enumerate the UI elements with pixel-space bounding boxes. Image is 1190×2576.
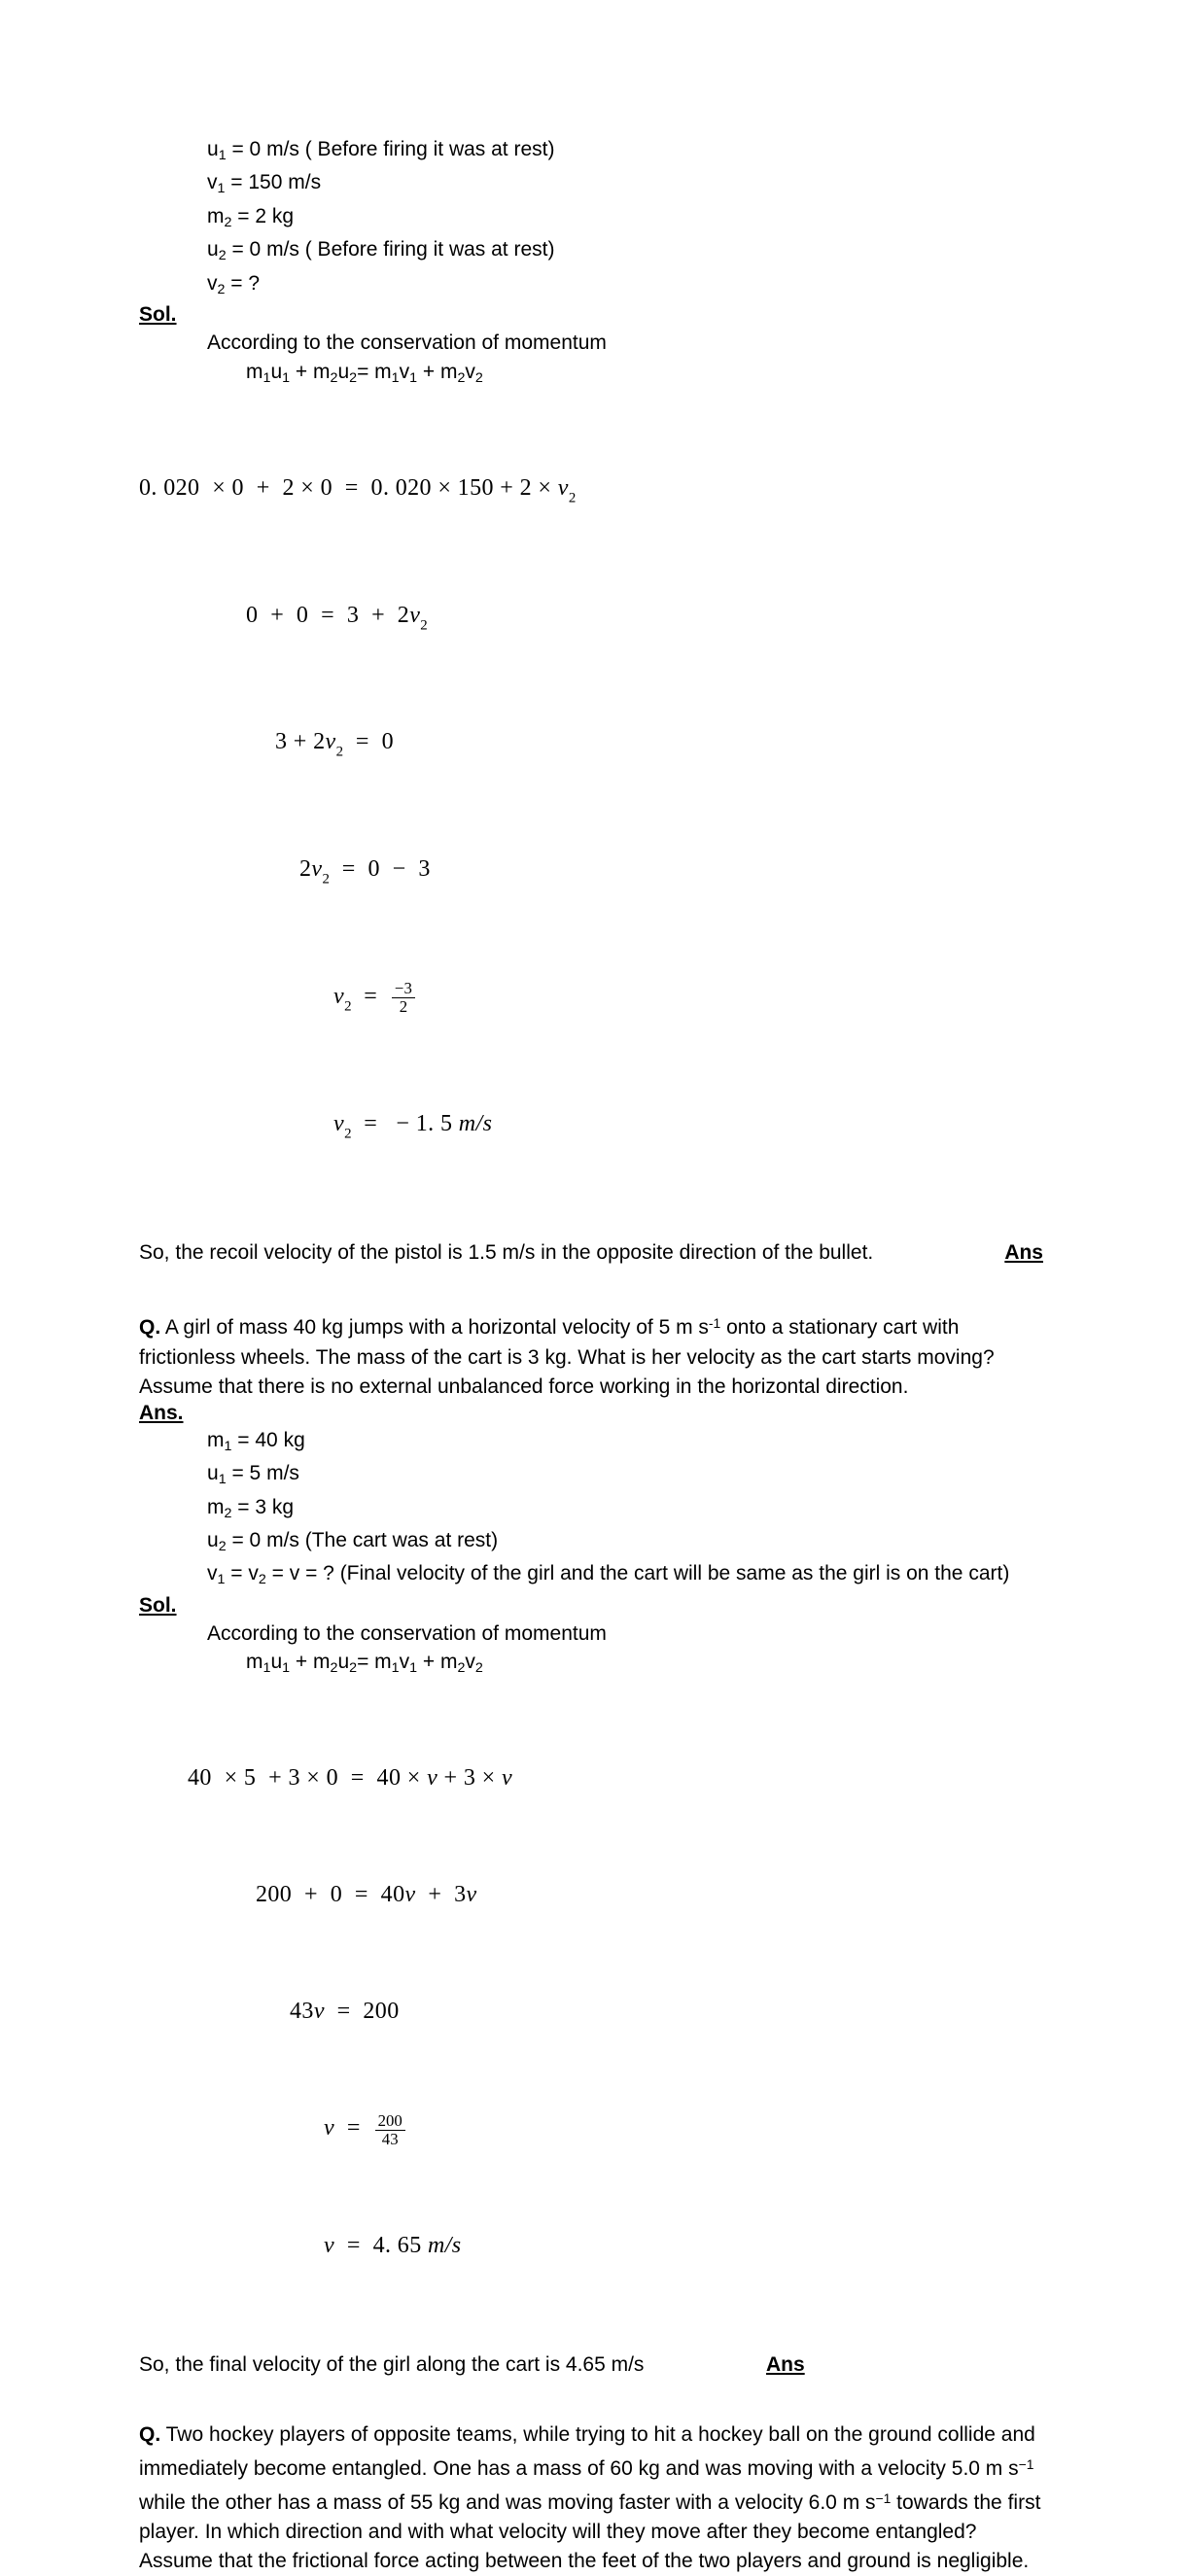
formula-equals: =	[357, 1651, 375, 1674]
given-symbol: m	[207, 204, 225, 227]
equation-line	[139, 1875, 1043, 1914]
derivation-1	[139, 391, 1043, 1231]
equation-line	[139, 596, 1043, 645]
question-superscript: -1	[708, 1315, 721, 1332]
equation-variable: v	[502, 1765, 513, 1792]
equation-text: 3 + 2	[275, 729, 326, 755]
given-value: = 150 m/s	[225, 171, 322, 194]
given-value: = 40 kg	[231, 1428, 305, 1451]
given-symbol: u	[207, 138, 219, 160]
equation-variable: v	[333, 983, 345, 1009]
equation-text: + 3 ×	[438, 1765, 503, 1792]
formula-equals: =	[357, 360, 375, 383]
equation-line	[139, 1104, 1043, 1154]
formula-sub: 1	[391, 1660, 400, 1677]
sol-label-2: Sol.	[139, 1593, 177, 1617]
equation-variable: v	[324, 2232, 335, 2258]
formula-plus: +	[290, 360, 313, 383]
equation-subscript: 2	[335, 745, 344, 761]
formula-m2: m	[313, 360, 331, 383]
given-subscript: 1	[218, 147, 227, 163]
givens-list-1	[207, 136, 1043, 303]
fraction-numerator: 200	[377, 2110, 402, 2130]
conservation-statement-2: According to the conservation of momentum	[207, 1621, 607, 1645]
given-symbol: v	[207, 1562, 218, 1585]
equation-text: 40 × 5 + 3 × 0 = 40 ×	[188, 1765, 428, 1792]
equation-variable: v	[557, 474, 569, 501]
equation-text: =	[334, 2115, 373, 2141]
question-text-part1: Two hockey players of opposite teams, while trying to hit a hockey ball on the ground collide and immediately become entangled. One has a mass of 60 kg and was moving with a velocity 5.0 m s	[139, 2422, 1035, 2481]
formula-sub: 2	[474, 369, 483, 386]
equation-line	[139, 1992, 1043, 2031]
formula-m3: m	[374, 1651, 392, 1674]
question-text-part2: onto a stationary cart with frictionless wheels. The mass of the cart is 3 kg. What is her velocity as the cart starts moving? Assume that there is no external unbalanced force working in the horizontal direction.	[139, 1316, 995, 1398]
page-content	[139, 136, 1043, 2576]
section-spacer	[139, 1268, 1043, 1308]
section-spacer	[139, 2380, 1043, 2420]
given-row	[207, 1560, 1043, 1593]
given-value: = ?	[225, 271, 261, 295]
equation-text: + 3	[415, 1882, 467, 1908]
given-symbol: v	[207, 171, 218, 194]
given-symbol: m	[207, 1428, 225, 1451]
given-symbol: u	[207, 238, 219, 261]
given-row	[207, 1527, 1043, 1560]
momentum-formula-1	[139, 360, 1043, 391]
conclusion-line-1	[139, 1238, 1043, 1268]
given-separator: =	[225, 1562, 249, 1585]
equation-line	[139, 722, 1043, 772]
formula-u2: u	[337, 1651, 350, 1674]
equation-text: 0. 020 × 0 + 2 × 0 = 0. 020 × 150 + 2 ×	[139, 474, 558, 501]
formula-v2: v	[465, 360, 475, 383]
given-value: = 0 m/s (The cart was at rest)	[226, 1529, 499, 1551]
given-symbol: m	[207, 1495, 225, 1518]
formula-plus: +	[417, 360, 440, 383]
formula-sub: 2	[349, 1660, 358, 1677]
formula-u1: u	[270, 1651, 283, 1674]
given-value: = v = ? (Final velocity of the girl and the cart will be same as the girl is on the cart)	[265, 1562, 1010, 1585]
question-superscript: −1	[875, 2490, 892, 2507]
fraction-numerator: −3	[395, 978, 412, 997]
formula-sub: 2	[457, 369, 466, 386]
formula-plus: +	[417, 1651, 440, 1674]
question-2	[139, 1308, 1043, 1401]
conservation-statement-1: According to the conservation of momentum	[207, 331, 607, 355]
given-symbol: u	[207, 1462, 219, 1485]
equation-variable: v	[325, 729, 336, 755]
formula-v1: v	[399, 1651, 410, 1674]
formula-v2: v	[465, 1651, 475, 1674]
formula-sub: 2	[457, 1660, 466, 1677]
given-subscript: 2	[218, 1538, 227, 1554]
sol-label-1: Sol.	[139, 303, 177, 327]
equation-subscript: 2	[568, 490, 577, 506]
formula-v1: v	[399, 360, 410, 383]
equation-unit: m/s	[428, 2232, 462, 2258]
equation-variable: v	[404, 1882, 416, 1908]
equation-text: 43	[290, 1999, 314, 2025]
formula-sub: 2	[330, 369, 338, 386]
fraction	[375, 2112, 405, 2148]
conclusion-text: So, the final velocity of the girl along the cart is 4.65 m/s	[139, 2352, 645, 2376]
equation-unit: m/s	[458, 1110, 493, 1136]
formula-sub: 1	[409, 369, 418, 386]
momentum-formula-2	[139, 1650, 1043, 1681]
given-symbol: v	[248, 1562, 259, 1585]
formula-sub: 2	[474, 1660, 483, 1677]
given-row	[207, 270, 1043, 303]
given-subscript: 1	[217, 181, 226, 197]
formula-u1: u	[270, 360, 283, 383]
formula-sub: 1	[282, 369, 291, 386]
given-subscript: 1	[218, 1472, 227, 1488]
equation-line	[139, 977, 1043, 1027]
equation-line	[139, 850, 1043, 899]
equation-variable: v	[311, 856, 323, 883]
given-symbol: u	[207, 1529, 219, 1551]
derivation-2	[139, 1681, 1043, 2342]
equation-variable: v	[409, 602, 421, 628]
equation-variable: v	[313, 1999, 325, 2025]
equation-text: 0 + 0 = 3 + 2	[246, 602, 410, 628]
given-subscript: 1	[217, 1572, 226, 1588]
equation-line	[139, 1758, 1043, 1797]
equation-variable: v	[466, 1882, 477, 1908]
given-row	[207, 236, 1043, 269]
formula-plus: +	[290, 1651, 313, 1674]
fraction	[392, 980, 415, 1016]
given-symbol: v	[207, 271, 218, 295]
given-subscript: 1	[224, 1438, 232, 1454]
equation-subscript: 2	[322, 871, 330, 888]
given-subscript: 2	[218, 248, 227, 264]
equation-text: = 4. 65	[334, 2232, 428, 2258]
given-row	[207, 169, 1043, 202]
ans-label-1: Ans	[1004, 1241, 1043, 1265]
formula-m4: m	[439, 360, 458, 383]
formula-sub: 1	[262, 1660, 271, 1677]
equation-text: 2	[299, 856, 312, 883]
fraction-denominator: 2	[392, 997, 415, 1016]
given-value: = 0 m/s ( Before firing it was at rest)	[226, 238, 555, 261]
given-value: = 0 m/s ( Before firing it was at rest)	[226, 138, 555, 160]
formula-sub: 1	[262, 369, 271, 386]
formula-sub: 1	[282, 1660, 291, 1677]
equation-text: = 0 − 3	[329, 856, 431, 883]
conclusion-text: So, the recoil velocity of the pistol is 1.5 m/s in the opposite direction of the bullet.	[139, 1241, 874, 1265]
equation-subscript: 2	[344, 998, 352, 1015]
equation-line	[139, 469, 1043, 518]
given-subscript: 2	[258, 1572, 266, 1588]
fraction-denominator: 43	[375, 2130, 405, 2148]
given-subscript: 2	[217, 281, 226, 297]
question-text-part3: towards the first player. In which direction and with what velocity will they move after they become entangled? Assume that the frictional force acting between the feet of the two players and ground is negligible.	[139, 2491, 1041, 2573]
equation-variable: v	[333, 1110, 345, 1136]
formula-m2: m	[313, 1651, 331, 1674]
question-marker: Q.	[139, 2422, 161, 2446]
formula-m1: m	[246, 1651, 263, 1674]
givens-list-2	[207, 1427, 1043, 1594]
given-row	[207, 203, 1043, 236]
given-value: = 3 kg	[231, 1495, 295, 1518]
equation-line	[139, 2226, 1043, 2265]
question-superscript: −1	[1018, 2455, 1034, 2472]
equation-text: =	[351, 983, 391, 1009]
question-marker: Q.	[139, 1316, 161, 1340]
question-text-part2: while the other has a mass of 55 kg and was moving faster with a velocity 6.0 m s	[139, 2491, 876, 2515]
equation-line	[139, 2108, 1043, 2147]
formula-sub: 1	[409, 1660, 418, 1677]
equation-text: = 200	[324, 1999, 400, 2025]
given-row	[207, 136, 1043, 169]
question-3	[139, 2420, 1043, 2576]
equation-text: = 0	[343, 729, 394, 755]
formula-sub: 2	[349, 369, 358, 386]
equation-text: 200 + 0 = 40	[256, 1882, 405, 1908]
given-value: = 2 kg	[231, 204, 295, 227]
given-subscript: 2	[224, 214, 232, 230]
given-subscript: 2	[224, 1505, 232, 1521]
formula-m3: m	[374, 360, 392, 383]
given-row	[207, 1494, 1043, 1527]
equation-subscript: 2	[420, 617, 428, 634]
formula-sub: 2	[330, 1660, 338, 1677]
equation-text: = − 1. 5	[351, 1110, 459, 1136]
question-text-part1: A girl of mass 40 kg jumps with a horizontal velocity of 5 m s	[160, 1316, 709, 1340]
ans-label-2: Ans.	[139, 1401, 184, 1424]
given-row	[207, 1460, 1043, 1493]
given-row	[207, 1427, 1043, 1460]
formula-u2: u	[337, 360, 350, 383]
given-value: = 5 m/s	[226, 1462, 299, 1485]
equation-variable: v	[427, 1765, 438, 1792]
formula-m1: m	[246, 360, 263, 383]
equation-variable: v	[324, 2115, 335, 2141]
ans-label-3: Ans	[766, 2352, 805, 2376]
conclusion-line-2	[139, 2350, 1043, 2380]
equation-subscript: 2	[344, 1126, 352, 1142]
formula-sub: 1	[391, 369, 400, 386]
formula-m4: m	[439, 1651, 458, 1674]
